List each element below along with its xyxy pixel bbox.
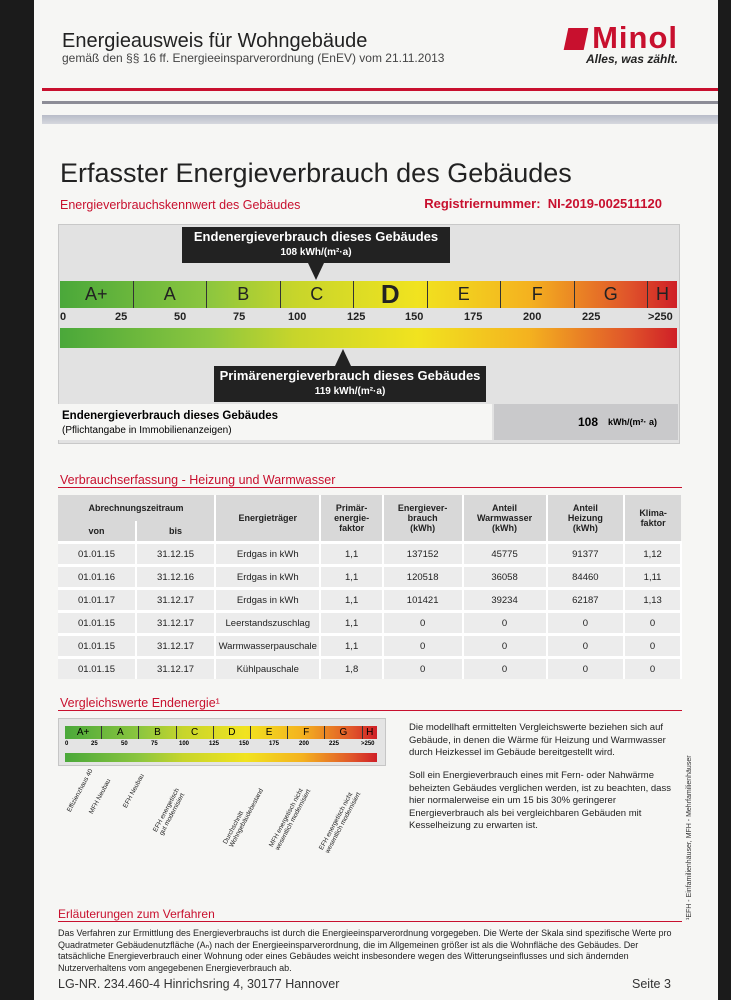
comparison-rule [58, 710, 682, 711]
cell-from: 01.01.16 [58, 566, 136, 589]
cell-to: 31.12.17 [136, 635, 215, 658]
footer-address: LG-NR. 234.460-4 Hinrichsring 4, 30177 Hannover [58, 977, 340, 991]
end-summary-label-box [58, 404, 492, 440]
header-band [42, 115, 718, 124]
cell-to: 31.12.16 [136, 566, 215, 589]
cell-hotwater: 0 [463, 612, 547, 635]
class-b: B [207, 281, 281, 308]
mini-class-d: D [214, 726, 251, 739]
document-subtitle: gemäß den §§ 16 ff. Energieeinsparverordnung (EnEV) vom 21.11.2013 [62, 51, 445, 65]
comparison-label: EFH energetisch gut modernisiert [152, 787, 187, 837]
mini-band [65, 753, 377, 762]
comparison-label: Durchschnitt Wohngebäudebestand [222, 787, 266, 849]
cell-carrier: Kühlpauschale [215, 658, 320, 680]
col-climate: Klima- faktor [624, 495, 681, 543]
mini-class-b: B [139, 726, 176, 739]
cell-primary: 1,1 [320, 612, 382, 635]
mini-tick-25: 25 [91, 741, 98, 747]
cell-climate: 1,13 [624, 589, 681, 612]
mini-class-g: G [325, 726, 362, 739]
header-rule-grey [42, 101, 718, 104]
energy-class-scale [60, 281, 677, 308]
cell-heating: 0 [547, 612, 625, 635]
cell-carrier: Leerstandszuschlag [215, 612, 320, 635]
comparison-label: EFH energetisch nicht wesentlich modernisiert [318, 791, 363, 855]
col-period: Abrechnungszeitraum [58, 495, 215, 521]
table-row [58, 658, 681, 680]
cell-carrier: Erdgas in kWh [215, 543, 320, 566]
explanation-heading: Erläuterungen zum Verfahren [58, 907, 215, 921]
cell-climate: 0 [624, 612, 681, 635]
class-h: H [656, 284, 669, 304]
endenergie-marker-value: 108 kWh/(m²·a) [280, 247, 352, 258]
cell-climate: 1,11 [624, 566, 681, 589]
logo-text: Minol [592, 20, 678, 55]
tick-250: >250 [648, 311, 673, 323]
cell-to: 31.12.17 [136, 589, 215, 612]
endenergie-marker [182, 227, 450, 263]
registration-label: Registriernummer: [424, 196, 541, 211]
class-f: F [501, 281, 575, 308]
mini-class-a: A [102, 726, 139, 739]
cell-energy: 137152 [383, 543, 463, 566]
cell-energy: 0 [383, 635, 463, 658]
class-d: D [354, 281, 428, 308]
cell-carrier: Warmwasserpauschale [215, 635, 320, 658]
cell-heating: 84460 [547, 566, 625, 589]
minol-logo [566, 20, 678, 56]
cell-heating: 62187 [547, 589, 625, 612]
col-carrier: Energieträger [215, 495, 320, 543]
table-row [58, 612, 681, 635]
tick-25: 25 [115, 311, 128, 323]
class-a-plus: A+ [60, 281, 134, 308]
cell-energy: 0 [383, 612, 463, 635]
primary-energy-band [60, 328, 677, 348]
mini-tick-50: 50 [121, 741, 128, 747]
document-page [34, 0, 718, 1000]
end-summary-unit: kWh/(m²· a) [608, 417, 657, 427]
primaer-pointer-icon [335, 349, 351, 366]
cell-to: 31.12.15 [136, 543, 215, 566]
consumption-table [58, 495, 682, 679]
cell-from: 01.01.15 [58, 612, 136, 635]
cell-climate: 1,12 [624, 543, 681, 566]
consumption-rule [58, 487, 682, 488]
cell-to: 31.12.17 [136, 612, 215, 635]
col-hotwater: Anteil Warmwasser (kWh) [463, 495, 547, 543]
end-summary-value-box [494, 404, 678, 440]
class-c: C [281, 281, 355, 308]
comparison-label: MFH energetisch nicht wesentlich modernisiert [268, 787, 313, 852]
cell-carrier: Erdgas in kWh [215, 566, 320, 589]
registration-number [424, 196, 662, 211]
cell-climate: 0 [624, 658, 681, 680]
end-summary-note: (Pflichtangabe in Immobilienanzeigen) [62, 425, 232, 436]
mini-class-a-plus: A+ [65, 726, 102, 739]
explanation-text: Das Verfahren zur Ermittlung des Energieverbrauchs ist durch die Energieeinsparverordnung vorgegeben. Die Werte der Skala sind spezifische Werte pro Quadratmeter Gebäudenutzfläche (Aₙ) nach der Energieeinsparverordnung, die im Allgemeinen größer ist als die Wohnfläche des Gebäudes. Der tatsächliche Energieverbrauch einer Wohnung oder eines Gebäudes weicht insbesondere wegen des Witterungseinflusses und sich ändernden Nutzerverhaltens vom angegebenen Energieverbrauch ab. [58, 928, 672, 973]
header-rule-red [42, 88, 718, 91]
slogan: Alles, was zählt. [585, 52, 678, 66]
comparison-paragraph-1: Die modellhaft ermittelten Vergleichswerte beziehen sich auf Gebäude, in denen die Wärme für Heizung und Warmwasser durch Heizkessel im Gebäude bereitgestellt wird. [409, 722, 666, 758]
cell-to: 31.12.17 [136, 658, 215, 680]
cell-energy: 120518 [383, 566, 463, 589]
cell-carrier: Erdgas in kWh [215, 589, 320, 612]
mini-class-f: F [288, 726, 325, 739]
comparison-label: MFH Neubau [88, 777, 113, 816]
mini-class-e: E [251, 726, 288, 739]
cell-heating: 0 [547, 635, 625, 658]
cell-hotwater: 45775 [463, 543, 547, 566]
tick-0: 0 [60, 311, 67, 323]
mini-class-scale [65, 726, 377, 739]
explanation-rule [58, 921, 682, 922]
endenergie-marker-title: Endenergieverbrauch dieses Gebäudes [193, 229, 439, 244]
tick-100: 100 [288, 311, 307, 323]
cell-primary: 1,1 [320, 566, 382, 589]
page-number: Seite 3 [632, 977, 671, 991]
page-title: Erfasster Energieverbrauch des Gebäudes [60, 158, 572, 188]
footnote-side: ¹EFH - Einfamilienhäuser, MFH - Mehrfamilienhäuser [686, 755, 693, 920]
cell-climate: 0 [624, 635, 681, 658]
mini-tick-0: 0 [65, 741, 69, 747]
kennwert-label: Energieverbrauchskennwert des Gebäudes [60, 198, 301, 212]
logo-mark-icon [564, 28, 589, 50]
mini-tick-250: >250 [361, 741, 375, 747]
document-title: Energieausweis für Wohngebäude [62, 30, 368, 52]
cell-primary: 1,1 [320, 543, 382, 566]
mini-tick-75: 75 [151, 741, 158, 747]
cell-hotwater: 36058 [463, 566, 547, 589]
table-row [58, 589, 681, 612]
primaer-marker [214, 366, 486, 402]
cell-hotwater: 39234 [463, 589, 547, 612]
cell-heating: 0 [547, 658, 625, 680]
registration-value: NI-2019-002511120 [547, 196, 662, 211]
cell-primary: 1,1 [320, 589, 382, 612]
mini-tick-100: 100 [179, 741, 190, 747]
cell-from: 01.01.17 [58, 589, 136, 612]
col-heating: Anteil Heizung (kWh) [547, 495, 625, 543]
class-g: G [575, 281, 649, 308]
mini-tick-150: 150 [239, 741, 250, 747]
table-row [58, 566, 681, 589]
cell-primary: 1,8 [320, 658, 382, 680]
tick-225: 225 [582, 311, 601, 323]
col-to: bis [136, 521, 215, 543]
mini-tick-225: 225 [329, 741, 340, 747]
primaer-marker-title: Primärenergieverbrauch dieses Gebäudes [219, 368, 481, 383]
cell-from: 01.01.15 [58, 543, 136, 566]
comparison-paragraph-2: Soll ein Energieverbrauch eines mit Fern- oder Nahwärme beheizten Gebäudes verglichen werden, ist zu beachten, dass hier normalerweise ein um 15 bis 30% geringerer Energieverbrauch als bei vergleichbaren Gebäuden mit Kesselheizung zu erwarten ist. [409, 770, 671, 831]
cell-primary: 1,1 [320, 635, 382, 658]
tick-175: 175 [464, 311, 483, 323]
class-e: E [428, 281, 502, 308]
cell-hotwater: 0 [463, 658, 547, 680]
cell-energy: 0 [383, 658, 463, 680]
endenergie-pointer-icon [308, 263, 324, 280]
tick-150: 150 [405, 311, 424, 323]
mini-tick-175: 175 [269, 741, 280, 747]
cell-heating: 91377 [547, 543, 625, 566]
table-row [58, 635, 681, 658]
col-energy: Energiever- brauch (kWh) [383, 495, 463, 543]
col-from: von [58, 521, 136, 543]
tick-125: 125 [347, 311, 366, 323]
mini-class-h: H [366, 727, 374, 738]
comparison-label: Effizienzhaus 40 [66, 767, 95, 814]
end-summary-label: Endenergieverbrauch dieses Gebäudes [62, 410, 279, 422]
tick-50: 50 [174, 311, 187, 323]
consumption-heading: Verbrauchserfassung - Heizung und Warmwasser [60, 473, 336, 487]
mini-tick-200: 200 [299, 741, 310, 747]
tick-75: 75 [233, 311, 246, 323]
mini-tick-125: 125 [209, 741, 220, 747]
cell-energy: 101421 [383, 589, 463, 612]
end-summary-value: 108 [578, 415, 599, 429]
comparison-scale-panel [58, 718, 386, 766]
cell-from: 01.01.15 [58, 658, 136, 680]
table-row [58, 543, 681, 566]
mini-class-c: C [177, 726, 214, 739]
comparison-heading: Vergleichswerte Endenergie¹ [60, 696, 220, 710]
comparison-label: EFH Neubau [122, 772, 146, 810]
col-primary: Primär- energie- faktor [320, 495, 382, 543]
cell-hotwater: 0 [463, 635, 547, 658]
tick-200: 200 [523, 311, 542, 323]
cell-from: 01.01.15 [58, 635, 136, 658]
class-a: A [134, 281, 208, 308]
primaer-marker-value: 119 kWh/(m²·a) [314, 386, 386, 397]
